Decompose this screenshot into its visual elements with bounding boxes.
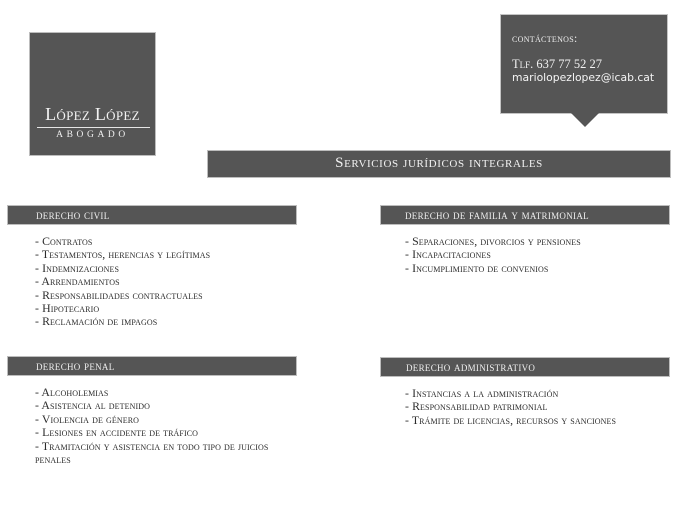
list-item: - Responsabilidad patrimonial (405, 399, 548, 414)
list-item: - Instancias a la administración (405, 386, 559, 400)
section-header-civil: derecho civil (8, 206, 296, 224)
list-item: - Testamentos, herencias y legítimas (35, 247, 211, 262)
list-item: - Incapacitaciones (405, 247, 491, 262)
list-item: - Separaciones, divorcios y pensiones (405, 234, 581, 248)
list-item: - Hipotecario (35, 301, 100, 316)
list-item: - Lesiones en accidente de tráfico (35, 425, 199, 440)
list-item: - Reclamación de impagos (35, 314, 158, 329)
list-item: - Arrendamientos (35, 274, 120, 289)
list-item: - Indemnizaciones (35, 260, 120, 275)
list-item: - Tramitación y asistencia en todo tipo de juicios penales (35, 438, 269, 467)
section-list-administrativo (405, 387, 635, 427)
section-list-penal (35, 386, 295, 466)
contact-phone[interactable]: Tlf. 637 77 52 27 (512, 57, 603, 71)
section-header-familia: derecho de familia y matrimonial (381, 206, 669, 224)
list-item: - Alcoholemias (35, 385, 109, 399)
contact-box (501, 15, 667, 113)
logo (30, 33, 155, 155)
list-item: - Incumplimiento de convenios (405, 260, 549, 275)
contact-email[interactable]: mariolopezlopez@icab.cat (512, 71, 655, 84)
contact-title: contáctenos: (512, 33, 578, 45)
section-header-administrativo: derecho administrativo (381, 358, 669, 376)
logo-subtitle: ABOGADO (56, 130, 129, 140)
callout-arrow-icon (571, 113, 599, 127)
section-list-civil (35, 235, 295, 329)
list-item: - Trámite de licencias, recursos y sanciones (405, 412, 617, 427)
list-item: - Asistencia al detenido (35, 398, 151, 413)
logo-name: López López (45, 104, 140, 124)
list-item: - Violencia de género (35, 411, 140, 426)
services-banner: Servicios jurídicos integrales (208, 151, 670, 177)
list-item: - Responsabilidades contractuales (35, 287, 203, 302)
section-list-familia (405, 235, 665, 275)
section-header-penal: derecho penal (8, 357, 296, 375)
list-item: - Contratos (35, 234, 93, 248)
logo-divider (37, 127, 150, 128)
